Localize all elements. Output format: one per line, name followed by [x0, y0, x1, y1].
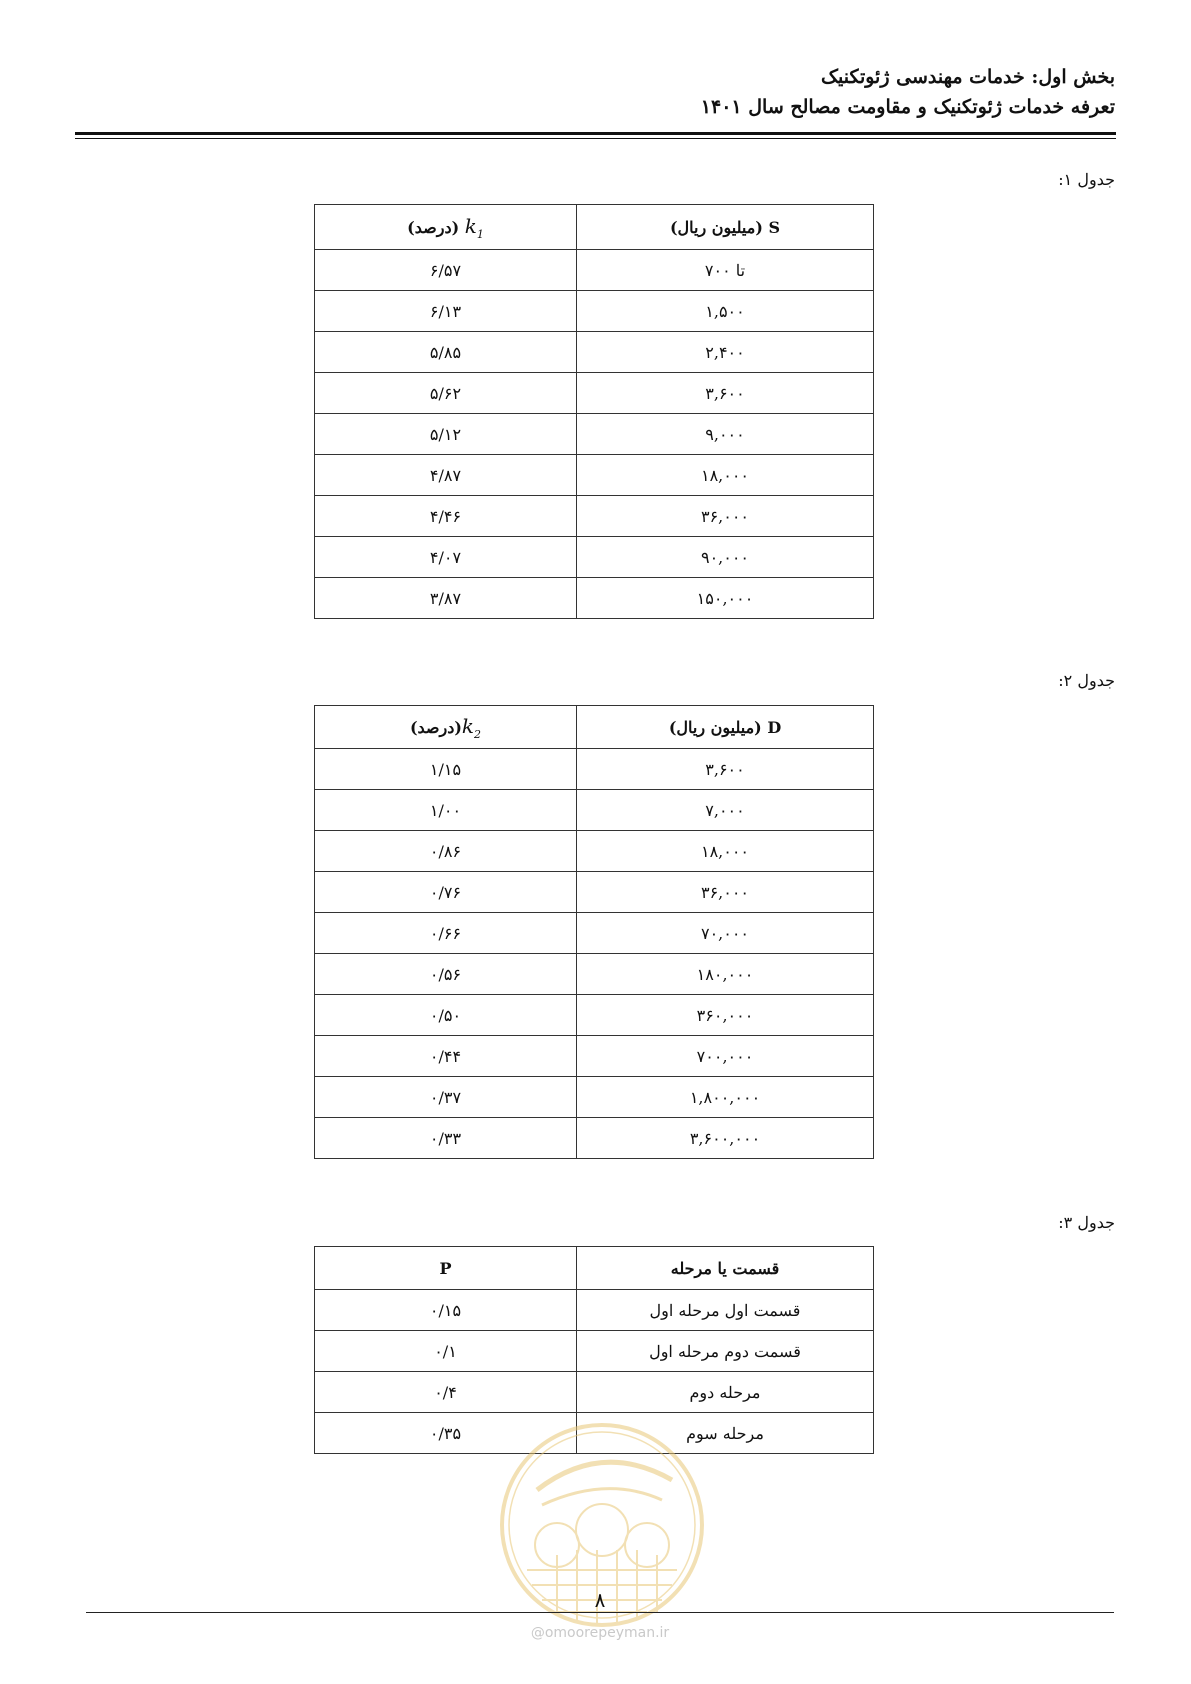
table-cell-k: ۰/۴۴: [315, 1036, 577, 1077]
col-header-k1: [315, 205, 577, 250]
unit-label: (درصد): [409, 717, 462, 737]
table-cell-k: ۰/۵۶: [315, 954, 577, 995]
table-cell-d: ۱,۸۰۰,۰۰۰: [577, 1077, 874, 1118]
table-cell-d: ۱۸,۰۰۰: [577, 831, 874, 872]
table-cell-k: ۰/۳۷: [315, 1077, 577, 1118]
table-cell-k: ۵/۱۲: [315, 414, 577, 455]
table-cell-p: ۰/۱: [315, 1331, 577, 1372]
table-cell-s: ۳,۶۰۰: [577, 373, 874, 414]
table-cell-k: ۰/۸۶: [315, 831, 577, 872]
table-cell-section: مرحله سوم: [577, 1413, 874, 1454]
table-row: [315, 455, 874, 496]
symbol-k2: $k_2$: [461, 713, 482, 741]
table-row: [315, 913, 874, 954]
table-row: [315, 872, 874, 913]
unit-label: (میلیون ریال): [669, 217, 769, 237]
table-cell-section: قسمت دوم مرحله اول: [577, 1331, 874, 1372]
table-row: [315, 373, 874, 414]
table-cell-s: ۹,۰۰۰: [577, 414, 874, 455]
page-number: ۸: [594, 1588, 606, 1612]
col-header-k2: [315, 706, 577, 749]
table2-d-k2: [314, 705, 874, 1159]
col-header-s: [577, 205, 874, 250]
table-cell-d: ۱۸۰,۰۰۰: [577, 954, 874, 995]
table-row: [315, 954, 874, 995]
table-row: [315, 995, 874, 1036]
table-cell-k: ۱/۰۰: [315, 790, 577, 831]
table-row: [315, 1077, 874, 1118]
table-cell-k: ۰/۶۶: [315, 913, 577, 954]
header-divider-thin: [75, 138, 1116, 139]
symbol-s: S: [768, 217, 781, 237]
table-row: [315, 578, 874, 619]
table-row: [315, 332, 874, 373]
unit-label: (درصد): [407, 217, 465, 237]
table-cell-k: ۴/۰۷: [315, 537, 577, 578]
table-cell-s: تا ۷۰۰: [577, 250, 874, 291]
symbol-d: D: [767, 717, 782, 737]
table1-s-k1: [314, 204, 874, 619]
col-header-p: P: [315, 1247, 577, 1290]
table-cell-k: ۶/۱۳: [315, 291, 577, 332]
symbol-k1: $k_1$: [464, 213, 484, 241]
table-cell-k: ۳/۸۷: [315, 578, 577, 619]
table-cell-s: ۲,۴۰۰: [577, 332, 874, 373]
table-cell-section: مرحله دوم: [577, 1372, 874, 1413]
table-cell-k: ۵/۸۵: [315, 332, 577, 373]
header-section-title: بخش اول: خدمات مهندسی ژئوتکنیک: [820, 66, 1115, 88]
table-row: [315, 1118, 874, 1159]
table-cell-d: ۳,۶۰۰: [577, 749, 874, 790]
col-header-d: [577, 706, 874, 749]
table-cell-k: ۰/۳۳: [315, 1118, 577, 1159]
table-row: [315, 1290, 874, 1331]
watermark-url: @omoorepeyman.ir: [530, 1625, 670, 1641]
table-row: [315, 1331, 874, 1372]
table-cell-section: قسمت اول مرحله اول: [577, 1290, 874, 1331]
table-cell-p: ۰/۳۵: [315, 1413, 577, 1454]
table-row: [315, 537, 874, 578]
table-cell-k: ۱/۱۵: [315, 749, 577, 790]
unit-label: (میلیون ریال): [668, 717, 768, 737]
table-cell-k: ۰/۷۶: [315, 872, 577, 913]
table-cell-k: ۴/۸۷: [315, 455, 577, 496]
table-row: [315, 496, 874, 537]
table-cell-k: ۰/۵۰: [315, 995, 577, 1036]
table-row: [315, 291, 874, 332]
table2-caption: جدول ۲:: [1058, 671, 1115, 690]
table-cell-s: ۳۶,۰۰۰: [577, 496, 874, 537]
table-cell-d: ۷۰,۰۰۰: [577, 913, 874, 954]
table-row: [315, 749, 874, 790]
table-cell-d: ۳۶۰,۰۰۰: [577, 995, 874, 1036]
table-cell-p: ۰/۴: [315, 1372, 577, 1413]
table-row: [315, 1036, 874, 1077]
table-row: [315, 414, 874, 455]
table-cell-d: ۷,۰۰۰: [577, 790, 874, 831]
table-cell-d: ۳۶,۰۰۰: [577, 872, 874, 913]
table-cell-d: ۳,۶۰۰,۰۰۰: [577, 1118, 874, 1159]
table-cell-p: ۰/۱۵: [315, 1290, 577, 1331]
table-header-row: [315, 706, 874, 749]
table-cell-d: ۷۰۰,۰۰۰: [577, 1036, 874, 1077]
table-header-row: [315, 205, 874, 250]
table-cell-s: ۱۸,۰۰۰: [577, 455, 874, 496]
table-cell-s: ۹۰,۰۰۰: [577, 537, 874, 578]
table-row: [315, 831, 874, 872]
table-cell-k: ۶/۵۷: [315, 250, 577, 291]
table3-caption: جدول ۳:: [1058, 1213, 1115, 1232]
col-header-section: قسمت یا مرحله: [577, 1247, 874, 1290]
table-cell-k: ۴/۴۶: [315, 496, 577, 537]
table-cell-s: ۱,۵۰۰: [577, 291, 874, 332]
table-cell-k: ۵/۶۲: [315, 373, 577, 414]
table-row: [315, 250, 874, 291]
table-row: [315, 790, 874, 831]
header-tariff-title: تعرفه خدمات ژئوتکنیک و مقاومت مصالح سال ۱۴۰۱: [700, 96, 1115, 118]
document-header: [701, 62, 1115, 122]
table-cell-s: ۱۵۰,۰۰۰: [577, 578, 874, 619]
table-header-row: [315, 1247, 874, 1290]
header-divider-thick: [75, 132, 1116, 135]
table1-caption: جدول ۱:: [1058, 170, 1115, 189]
footer-divider: [86, 1612, 1114, 1613]
table-row: [315, 1372, 874, 1413]
